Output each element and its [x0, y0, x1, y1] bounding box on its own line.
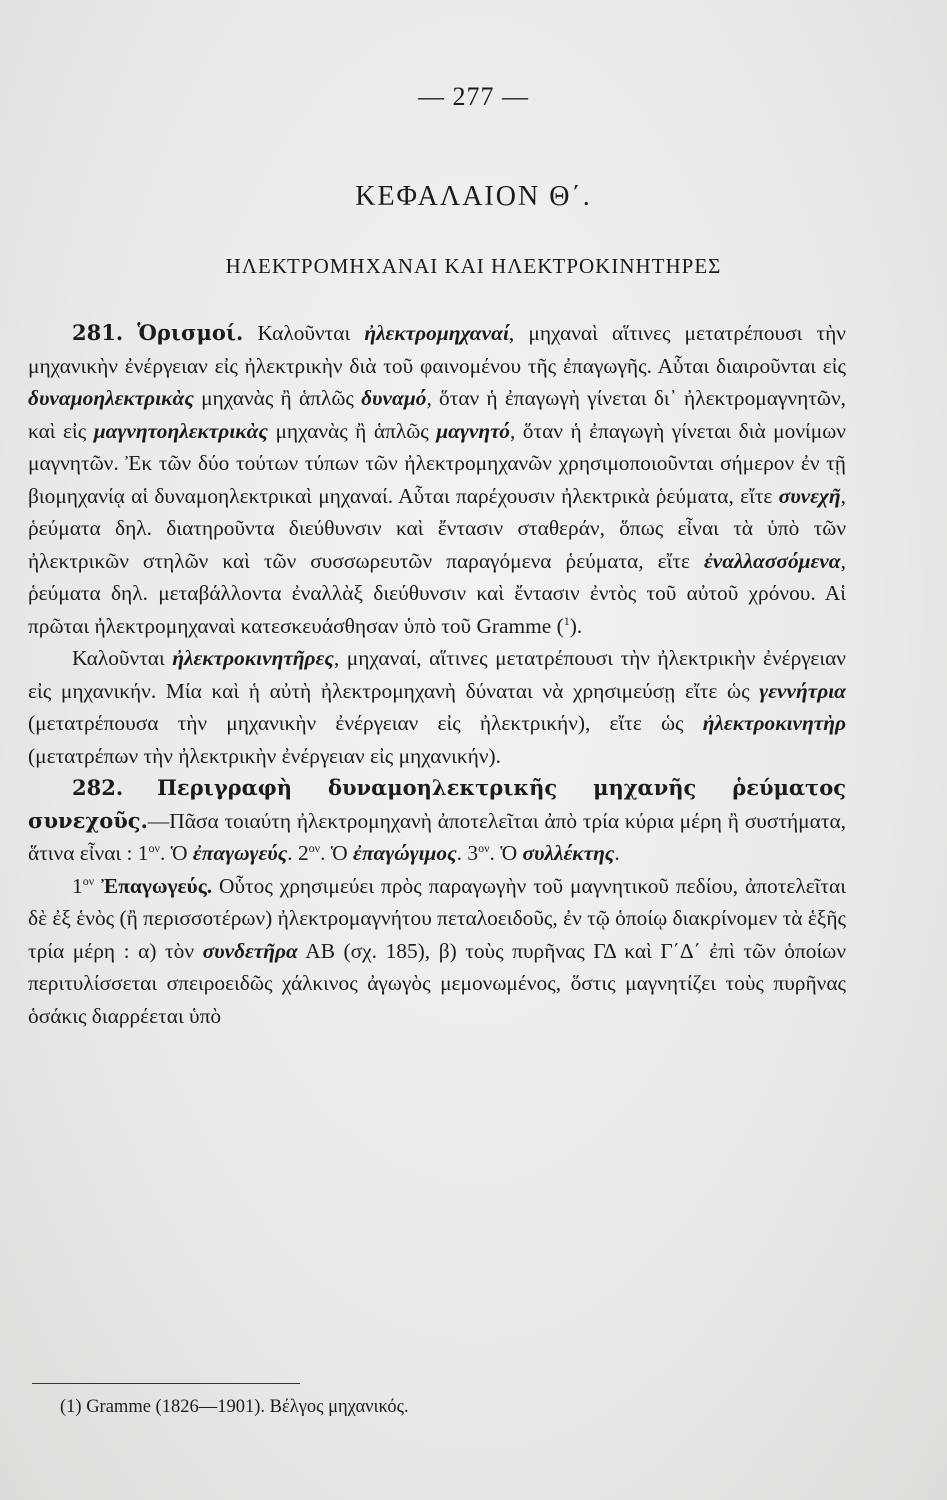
chapter-subtitle: ΗΛΕΚΤΡΟΜΗΧΑΝΑΙ ΚΑΙ ΗΛΕΚΤΡΟΚΙΝΗΤΗΡΕΣ	[225, 254, 722, 278]
text-run: Καλοῦνται	[72, 646, 173, 670]
text-run: , μηχαναὶ αἵτινες μετατρέπουσι τὴν μηχανικὴν ἐνέργειαν εἰς ἠλεκτρικὴν διὰ τοῦ φαινομένου τῆς ἐπαγωγῆς. Αὗται διαιροῦνται εἰς	[28, 321, 846, 378]
keyword: ἐπαγώγιμος	[353, 841, 457, 865]
keyword: δυναμό	[361, 386, 427, 410]
text-run: , ὅταν ἡ ἐπαγωγὴ γίνεται διὰ μονίμων μαγνητῶν. Ἐκ τῶν δύο τούτων τύπων τῶν ἠλεκτρομηχανῶν χρησιμοποιοῦνται σήμερον ἐν τῇ βιομηχανίᾳ αἱ δυναμοηλεκτρικαὶ μηχαναί. Αὗται παρέχουσιν ἠλεκτρικὰ ῥεύματα, εἴτε	[28, 418, 846, 508]
section-number: 282.	[72, 775, 124, 800]
text-run: .	[614, 841, 620, 865]
text-run: . Ὁ	[489, 841, 523, 865]
text-run: μηχανὰς ἢ ἁπλῶς	[267, 418, 437, 443]
keyword: μαγνητοηλεκτρικὰς	[93, 418, 268, 443]
chapter-title: ΚΕΦΑΛΑΙΟΝ Θ΄.	[355, 181, 592, 212]
keyword: ἐναλλασσόμενα	[703, 548, 841, 573]
text-run: (μετατρέπων τὴν ἠλεκτρικὴν ἐνέργειαν εἰς μηχανικήν).	[28, 743, 501, 768]
text-run: ).	[569, 613, 583, 638]
keyword: ἠλεκτροκινητῆρες	[172, 646, 334, 670]
paragraph-281	[28, 317, 846, 642]
text-run: , ῥεύματα δηλ. διατηροῦντα διεύθυνσιν καὶ ἔντασιν σταθεράν, ὅπως εἶναι τὰ ὑπὸ τῶν ἠλεκτρικῶν στηλῶν καὶ τῶν συσσωρευτῶν παραγόμενα ῥεύματα, εἴτε	[28, 483, 846, 573]
keyword: ἠλεκτρομηχαναί	[364, 321, 509, 345]
keyword: ἐπαγωγεύς	[192, 841, 288, 865]
keyword: μαγνητό	[436, 418, 510, 443]
text-run: Οὗτος χρησιμεύει πρὸς παραγωγὴν τοῦ μαγνητικοῦ πεδίου, ἀποτελεῖται δὲ ἐξ ἑνὸς (ἢ περισσοτέρων) ἠλεκτρομαγνήτου πεταλοειδοῦς, ἐν τῷ ὁποίῳ διακρίνομεν τὰ ἑξῆς τρία μέρη : α) τὸν	[28, 873, 846, 963]
text-run: , ὅταν ἡ ἐπαγωγὴ γίνεται δι᾿ ἠλεκτρομαγνητῶν, καὶ εἰς	[28, 386, 846, 443]
keyword: συλλέκτης	[522, 841, 615, 865]
footnote-divider	[32, 1383, 300, 1384]
text-run: μηχανὰς ἢ ἁπλῶς	[193, 386, 362, 410]
text-run: ΑΒ (σχ. 185), β) τοὺς πυρῆνας ΓΔ καὶ Γ΄Δ΄ ἐπὶ τῶν ὁποίων περιτυλίσσεται σπειροειδῶς χάλκινος ἀγωγὸς μεμονωμένος, ὅστις μαγνητίζει τοὺς πυρῆνας ὁσάκις διαρρέεται ὑπὸ	[28, 938, 846, 1028]
page-number: — 277 —	[418, 82, 529, 111]
paragraph-inductor	[28, 870, 846, 1033]
keyword: ἠλεκτροκινητὴρ	[702, 711, 846, 735]
text-run: . Ὁ	[320, 841, 354, 865]
paragraph-motors	[28, 642, 846, 772]
section-title: Περιγραφὴ δυναμοηλεκτρικῆς μηχανῆς ῥεύματος συνεχοῦς.	[28, 775, 846, 833]
ordinal: ον	[82, 873, 95, 888]
keyword: γεννήτρια	[759, 678, 846, 703]
section-title: Ὁρισμοί.	[137, 320, 244, 345]
ordinal: ον	[308, 840, 321, 855]
section-number: 281.	[72, 320, 124, 345]
footnote: (1) Gramme (1826—1901). Βέλγος μηχανικός.	[60, 1397, 409, 1417]
keyword: συνδετῆρα	[202, 938, 298, 963]
text-run: Καλοῦνται	[257, 321, 365, 345]
text-run: . 3	[456, 841, 479, 865]
subheading: Ἐπαγωγεύς.	[94, 873, 213, 898]
ordinal: ον	[478, 840, 490, 855]
text-run: . Ὁ	[159, 841, 193, 865]
keyword: δυναμοηλεκτρικὰς	[28, 386, 194, 410]
keyword: συνεχῆ	[778, 483, 841, 508]
ordinal: ον	[148, 840, 160, 855]
text-run: 1	[72, 873, 83, 898]
text-run: —Πᾶσα τοιαύτη ἠλεκτρομηχανὴ ἀποτελεῖται ἀπὸ τρία κύρια μέρη ἢ συστήματα, ἅτινα εἶναι : 1	[28, 808, 846, 865]
body-text	[28, 317, 846, 1032]
footnote-ref: 1	[563, 613, 570, 628]
text-run: . 2	[287, 841, 309, 865]
paragraph-282	[28, 772, 846, 870]
text-run: (μετατρέπουσα τὴν μηχανικὴν ἐνέργειαν εἰς ἠλεκτρικήν), εἴτε ὡς	[28, 711, 703, 735]
text-run: , μηχαναί, αἵτινες μετατρέπουσι τὴν ἠλεκτρικὴν ἐνέργειαν εἰς μηχανικήν. Μία καὶ ἡ αὐτὴ ἠλεκτρομηχανὴ δύναται νὰ χρησιμεύσῃ εἴτε ὡς	[28, 646, 846, 703]
text-run: , ῥεύματα δηλ. μεταβάλλοντα ἐναλλὰξ διεύθυνσιν καὶ ἔντασιν ἐντὸς τοῦ αὐτοῦ χρόνου. Αἱ πρῶται ἠλεκτρομηχαναὶ κατεσκευάσθησαν ὑπὸ τοῦ Gramme (	[28, 548, 846, 638]
